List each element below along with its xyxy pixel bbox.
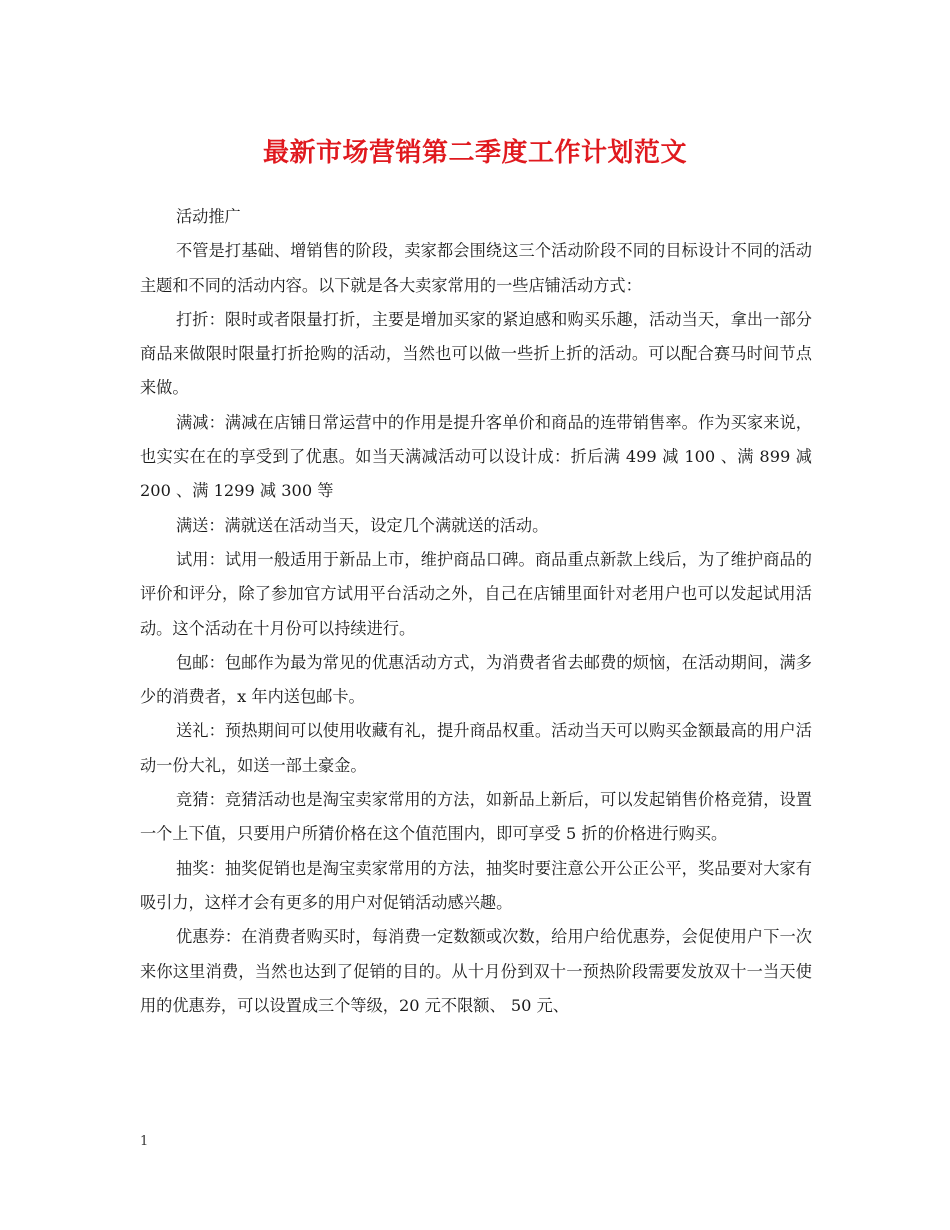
document-body [140, 200, 812, 1023]
paragraph: 优惠券：在消费者购买时，每消费一定数额或次数，给用户给优惠券，会促使用户下一次来你这里消费，当然也达到了促销的目的。从十月份到双十一预热阶段需要发放双十一当天使用的优惠券，可以设置成三个等级，20 元不限额、 50 元、 [140, 927, 812, 1015]
document-title: 最新市场营销第二季度工作计划范文 [262, 138, 687, 168]
paragraph: 送礼：预热期间可以使用收藏有礼，提升商品权重。活动当天可以购买金额最高的用户活动一份大礼，如送一部土豪金。 [140, 721, 812, 775]
paragraph: 满减：满减在店铺日常运营中的作用是提升客单价和商品的连带销售率。作为买家来说，也实实在在的享受到了优惠。如当天满减活动可以设计成：折后满 499 减 100 、满 899 减 200 、满 1299 减 300 等 [140, 412, 812, 501]
paragraph: 满送：满就送在活动当天，设定几个满就送的活动。 [176, 515, 549, 535]
paragraph: 包邮：包邮作为最为常见的优惠活动方式，为消费者省去邮费的烦恼，在活动期间，满多少的消费者，x 年内送包邮卡。 [140, 652, 812, 707]
paragraph: 打折：限时或者限量打折，主要是增加买家的紧迫感和购买乐趣，活动当天，拿出一部分商品来做限时限量打折抢购的活动，当然也可以做一些折上折的活动。可以配合赛马时间节点来做。 [140, 309, 812, 398]
paragraph-heading: 活动推广 [176, 207, 241, 226]
paragraph: 试用：试用一般适用于新品上市，维护商品口碑。商品重点新款上线后，为了维护商品的评价和评分，除了参加官方试用平台活动之外，自己在店铺里面针对老用户也可以发起试用活动。这个活动在十月份可以持续进行。 [140, 549, 812, 638]
paragraph: 不管是打基础、增销售的阶段，卖家都会围绕这三个活动阶段不同的目标设计不同的活动主题和不同的活动内容。以下就是各大卖家常用的一些店铺活动方式： [140, 241, 812, 295]
paragraph: 抽奖：抽奖促销也是淘宝卖家常用的方法，抽奖时要注意公开公正公平，奖品要对大家有吸引力，这样才会有更多的用户对促销活动感兴趣。 [140, 858, 812, 912]
paragraph: 竞猜：竞猜活动也是淘宝卖家常用的方法，如新品上新后，可以发起销售价格竞猜，设置一个上下值，只要用户所猜价格在这个值范围内，即可享受 5 折的价格进行购买。 [140, 790, 812, 844]
page-number: 1 [140, 1134, 149, 1149]
